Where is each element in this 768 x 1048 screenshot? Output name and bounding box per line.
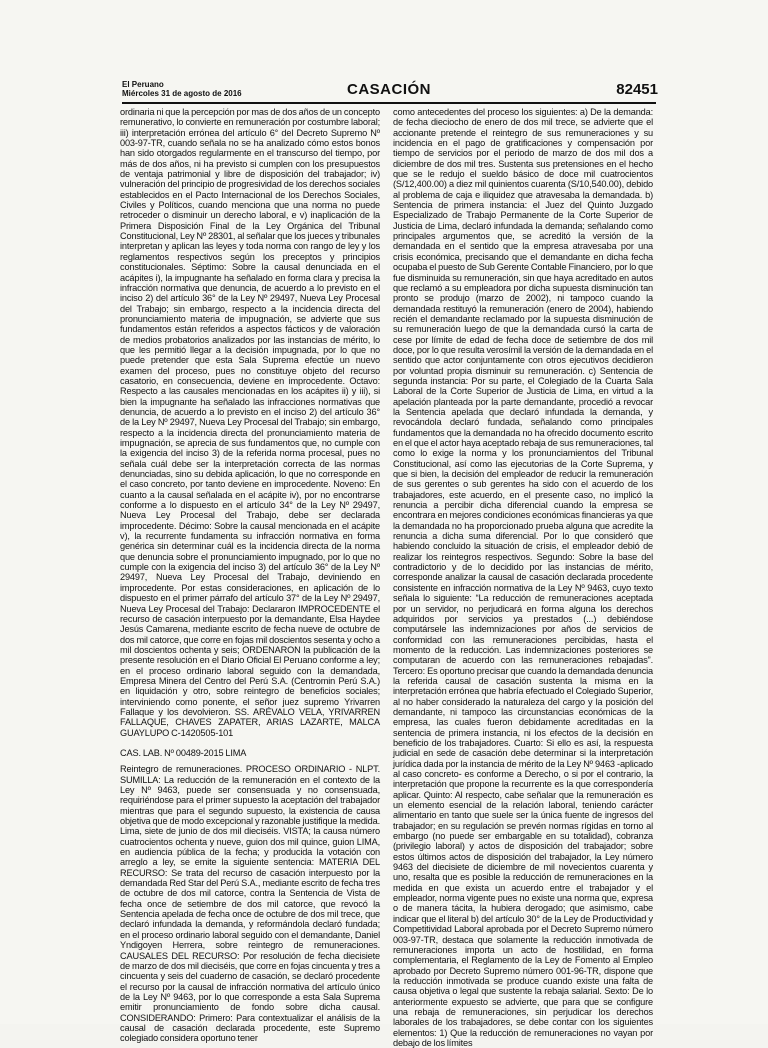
header-rule bbox=[122, 102, 656, 104]
section-title: CASACIÓN bbox=[346, 81, 431, 98]
paragraph-resolution-end: ordinaria ni que la percepción por mas de dos años de un concepto remunerativo, lo convierte en remuneración por costumbre laboral; iii) interpretación errónea del artículo 6° del Decreto Supremo Nº 003-97-TR, cuando señala no se ha analizado cómo estos bonos han sido otorgados regularmente en el transcurso del tiempo, por más de dos años, ni ha previsto si cumplen con los presupuestos de ventaja patrimonial y libre de disposición del trabajador; iv) vulneración del principio de progresividad de los derechos sociales establecidos en el Pacto Internacional de los Derechos Sociales, Civiles y Políticos, cuando menciona que una norma no puede retroceder o disminuir un derecho laboral, e v) inaplicación de la Primera Disposición Final de la Ley Orgánica del Tribunal Constitucional, Ley Nº 28301, al señalar que los jueces y tribunales interpretan y aplican las leyes y toda norma con rango de ley y los reglamentos respectivos según los preceptos y principios constitucionales. Séptimo: Sobre la causal denunciada en el acápites i), la impugnante ha señalado en forma clara y precisa la infracción normativa que denuncia, de acuerdo a lo previsto en el inciso 2) del artículo 36° de la Ley Nº 29497, Nueva Ley Procesal del Trabajo; sin embargo, respecto a la incidencia directa del pronunciamiento materia de impugnación, se advierte que sus fundamentos están referidos a aspectos fácticos y de valoración de medios probatorios analizados por las instancias de mérito, lo que les permitió llegar a la decisión impugnada, por lo que no puede pretender que esta Sala Suprema efectúe un nuevo examen del proceso, pues no constituye objeto del recurso casatorio, en consecuencia, deviene en improcedente. Octavo: Respecto a las causales mencionadas en los acápites ii) y iii), si bien la impugnante ha señalado las infracciones normativas que denuncia, de acuerdo a lo previsto en el inciso 2) del artículo 36° de la Ley Nº 29497, Nueva Ley Procesal del Trabajo; sin embargo, respecto a la incidencia directa del pronunciamiento materia de impugnación, se aprecia de sus fundamentos que, no cumple con la exigencia del inciso 3) de la referida norma procesal, pues no señala cuál debe ser la interpretación correcta de las normas denunciadas, sino su debida aplicación, lo que no corresponde en el caso concreto, por tanto deviene en improcedente. Noveno: En cuanto a la causal señalada en el acápite iv), por no encontrarse conforme a lo dispuesto en el artículo 34° de la Ley Nº 29497, Nueva Ley Procesal del Trabajo, debe ser declarada improcedente. Décimo: Sobre la causal mencionada en el acápite v), la recurrente fundamenta su infracción normativa en forma genérica sin determinar cuál es la incidencia directa de la norma que denuncia sobre el pronunciamiento impugnado, por lo que no cumple con la exigencia del inciso 3) del artículo 36° de la Ley Nº 29497, Nueva Ley Procesal del Trabajo, deviniendo en improcedente. Por estas consideraciones, en aplicación de lo dispuesto en el primer párrafo del artículo 37° de la Ley Nº 29497, Nueva Ley Procesal del Trabajo: Declararon IMPROCEDENTE el recurso de casación interpuesto por la demandante, Elsa Haydee Jesús Camarena, mediante escrito de fecha nueve de octubre de dos mil catorce, que corre en fojas mil doscientos sesenta y ocho a mil doscientos ochenta y seis; ORDENARON la publicación de la presente resolución en el Diario Oficial El Peruano conforme a ley; en el proceso ordinario laboral seguido con la demandada, Empresa Minera del Centro del Perú S.A. (Centromin Perú S.A.) en liquidación y otro, sobre reintegro de beneficios sociales; interviniendo como ponente, el señor juez supremo Yrivarren Fallaque y los devolvieron. SS. ARÉVALO VELA, YRIVARREN FALLAQUE, CHAVES ZAPATER, ARIAS LAZARTE, MALCA GUAYLUPO C-1420505-101 bbox=[120, 107, 380, 738]
case-number: CAS. LAB. Nº 00489-2015 LIMA bbox=[120, 747, 247, 758]
page-header bbox=[122, 80, 656, 110]
publication-date: Miércoles 31 de agosto de 2016 bbox=[122, 89, 242, 98]
left-column bbox=[120, 107, 380, 1044]
page-number: 82451 bbox=[616, 81, 658, 98]
paragraph-antecedents: como antecedentes del proceso los siguientes: a) De la demanda: de fecha dieciocho de enero de dos mil trece, se advierte que el accionante pretende el reintegro de sus remuneraciones y su incidencia en el pago de gratificaciones y compensación por tiempo de servicios por el periodo de marzo de dos mil dos a diciembre de dos mil tres. Sustenta sus pretensiones en el hecho que se le redujo el sueldo básico de doce mil cuatrocientos (S/12,400.00) a diez mil quinientos cuarenta (S/10,540.00), debido al problema de caja e iliquidez que atravesaba la demandada. b) Sentencia de primera instancia: el Juez del Quinto Juzgado Especializado de Trabajo Permanente de la Corte Superior de Justicia de Lima, declaró infundada la demanda; señalando como principales argumentos que, se acreditó la versión de la demandada en el sentido que la empresa atravesaba por una crisis económica, precisando que el demandante en dicha fecha ocupaba el puesto de Sub Gerente Contable Financiero, por lo que fue disminuida su remuneración, sin que haya acreditado en autos que reclamó a su empleadora por dicha supuesta disminución tan pronto se produjo (marzo de 2002), ni tampoco cuando la demandada restituyó la remuneración (enero de 2004), habiendo recién el demandante reclamado por la supuesta disminución de su remuneración luego de que la demandada cursó la carta de cese por límite de edad de fecha doce de setiembre de dos mil doce, por lo que resulta verosímil la versión de la demandada en el sentido que actor conjuntamente con otros ejecutivos decidieron por voluntad propia disminuir su remuneración. c) Sentencia de segunda instancia: Por su parte, el Colegiado de la Cuarta Sala Laboral de la Corte Superior de Justicia de Lima, en virtud a la apelación planteada por la parte demandante, procedió a revocar la Sentencia apelada que declaró infundada la demanda, y revocándola declaró fundada, señalando como principales fundamentos que la demandada no ha ofrecido documento escrito en el que el actor haya aceptado rebaja de sus remuneraciones, tal como lo exige la norma y los pronunciamientos del Tribunal Constitucional, así como las ejecutorias de la Corte Suprema, y que si bien, la decisión del empleador de reducir la remuneración de sus gerentes o sub gerentes ha sido con el acuerdo de los trabajadores, este acuerdo, en el presente caso, no implicó la renuncia a percibir dicha diferencial cuando la empresa se encontrara en mejores condiciones económicas financieras ya que la demandada no ha proporcionado prueba alguna que acredite la renuncia a dicha suma diferencial. Por lo que consideró que habiendo concluido la situación de crisis, el empleador debió de realizar los reintegros respectivos. Segundo: Sobre la base del contradictorio y de lo decidido por las instancias de mérito, corresponde analizar la causal de casación declarada procedente consistente en infracción normativa de la Ley Nº 9463, cuyo texto señala lo siguiente: “La reducción de remuneraciones aceptada por un servidor, no perjudicará en forma alguna los derechos adquiridos por servicios ya prestados (...) debiéndose computársele las indemnizaciones por años de servicios de conformidad con las remuneraciones percibidas, hasta el momento de la reducción. Las indemnizaciones posteriores se computaran de acuerdo con las remuneraciones rebajadas”. Tercero: Es oportuno precisar que cuando la demandada denuncia la referida causal de casación sustenta la misma en la interpretación errónea que habría efectuado el Colegiado Superior, al no haber considerado la naturaleza del cargo y la posición del demandante, ni tampoco las circunstancias económicas de la empresa, las cuales fueron debidamente acreditadas en la sentencia de primera instancia, ni los efectos de la decisión en beneficio de los trabajadores. Cuarto: Si ello es así, la respuesta judicial en sede de casación debe determinar si la interpretación jurídica dada por la instancia de mérito de la Ley Nº 9463 -aplicado al caso concreto- es conforme a Derecho, o si por el contrario, la interpretación que propone la recurrente es la que correspondería aplicar. Quinto: Al respecto, cabe señalar que la remuneración es un elemento esencial de la relación laboral, teniendo carácter alimentario en tanto que suele ser la única fuente de ingresos del trabajador; en su regulación se prevén normas rígidas en torno al embargo (no puede ser embargable en su totalidad), cobranza (privilegio laboral) y actos de disposición del trabajador; sobre estos últimos actos de disposición del trabajador, la Ley número 9463 del diecisiete de diciembre de mil novecientos cuarenta y uno, resalta que es posible la reducción de remuneraciones en la medida en que exista un acuerdo entre el trabajador y el empleador, norma vigente pues no existe una norma que, expresa o de manera tácita, la hubiera derogado; que asimismo, cabe indicar que el literal b) del artículo 30° de la Ley de Productividad y Competitividad Laboral aprobada por el Decreto Supremo número 003-97-TR, destaca que solamente la reducción inmotivada de remuneraciones importa un acto de hostilidad, en forma complementaria, el Reglamento de la Ley de Fomento al Empleo aprobado por Decreto Supremo número 001-96-TR, dispone que la reducción inmotivada se produce cuando existe una falta de causa objetiva o legal que sustente la rebaja salarial. Sexto: De lo anteriormente expuesto se advierte, que para que se configure una rebaja de remuneraciones, sin perjudicar los derechos laborales de los trabajadores, se debe contar con los siguientes elementos: 1) Que la reducción de remuneraciones no vayan por debajo de los límites bbox=[393, 107, 653, 1048]
newspaper-name: El Peruano bbox=[122, 80, 164, 89]
right-column bbox=[393, 107, 653, 1048]
paragraph-new-case: Reintegro de remuneraciones. PROCESO ORDINARIO - NLPT. SUMILLA: La reducción de la remuneración en el contexto de la Ley Nº 9463, puede ser consensuada y no consensuada, requiriéndose para el primer supuesto la aceptación del trabajador mientras que para el segundo supuesto, la existencia de causa objetiva que de modo excepcional y razonable justifique la medida. Lima, siete de junio de dos mil dieciséis. VISTA; la causa número cuatrocientos ochenta y nueve, guion dos mil quince, guion LIMA, en audiencia pública de la fecha; y producida la votación con arreglo a ley, se emite la siguiente sentencia: MATERIA DEL RECURSO: Se trata del recurso de casación interpuesto por la demandada Red Star del Perú S.A., mediante escrito de fecha tres de octubre de dos mil catorce, contra la Sentencia de Vista de fecha once de setiembre de dos mil catorce, que revocó la Sentencia apelada de fecha once de octubre de dos mil trece, que declaró infundada la demanda, y reformándola declaró fundada; en el proceso ordinario laboral seguido con el demandante, Daniel Yndigoyen Herrera, sobre reintegro de remuneraciones. CAUSALES DEL RECURSO: Por resolución de fecha diecisiete de marzo de dos mil dieciséis, que corre en fojas cincuenta y tres a cincuenta y seis del cuaderno de casación, se declaró procedente el recurso por la causal de infracción normativa del artículo único de la Ley Nº 9463, por lo que corresponde a esta Sala Suprema emitir pronunciamiento de fondo sobre dicha causal. CONSIDERANDO: Primero: Para contextualizar el análisis de la causal de casación declarada procedente, este Supremo colegiado considera oportuno tener bbox=[120, 764, 380, 1044]
